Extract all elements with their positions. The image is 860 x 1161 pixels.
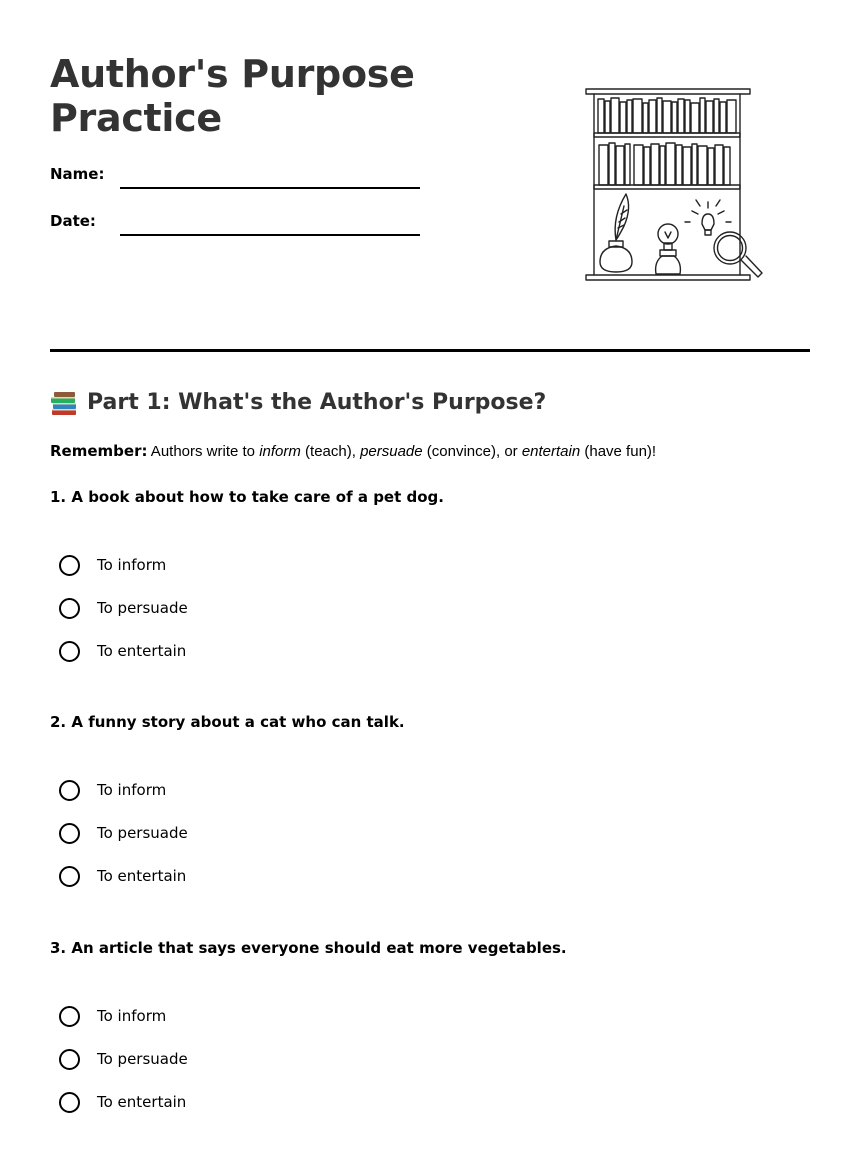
term-entertain: entertain	[521, 443, 581, 460]
remember-text-2: (teach),	[300, 443, 361, 460]
question-2-option-persuade[interactable]	[59, 820, 188, 846]
radio-button[interactable]	[59, 1006, 80, 1027]
option-label: To inform	[97, 1007, 167, 1025]
radio-button[interactable]	[59, 866, 80, 887]
question-3-option-entertain[interactable]	[59, 1089, 186, 1115]
name-label: Name:	[50, 165, 105, 183]
remember-text-4: (have fun)!	[580, 443, 657, 460]
page-title	[50, 52, 415, 140]
option-label: To inform	[97, 556, 167, 574]
question-1-prompt: 1. A book about how to take care of a pet dog.	[50, 488, 444, 506]
part-1-heading-text: Part 1: What's the Author's Purpose?	[87, 390, 547, 415]
option-label: To persuade	[97, 824, 188, 842]
remember-note	[50, 440, 656, 463]
bookshelf-illustration-icon	[580, 82, 770, 288]
question-2-prompt: 2. A funny story about a cat who can talk.	[50, 713, 405, 731]
title-line-2: Practice	[50, 96, 222, 140]
date-label: Date:	[50, 212, 96, 230]
radio-button[interactable]	[59, 598, 80, 619]
question-2-option-inform[interactable]	[59, 777, 166, 803]
question-2-option-entertain[interactable]	[59, 863, 186, 889]
question-3-prompt: 3. An article that says everyone should eat more vegetables.	[50, 939, 567, 957]
term-persuade: persuade	[360, 443, 423, 460]
radio-button[interactable]	[59, 823, 80, 844]
option-label: To inform	[97, 781, 167, 799]
title-line-1: Author's Purpose	[50, 52, 415, 96]
books-icon	[50, 390, 78, 416]
radio-button[interactable]	[59, 780, 80, 801]
option-label: To entertain	[97, 1093, 187, 1111]
radio-button[interactable]	[59, 641, 80, 662]
part-1-heading	[50, 387, 546, 419]
question-1-option-entertain[interactable]	[59, 638, 186, 664]
radio-button[interactable]	[59, 1092, 80, 1113]
radio-button[interactable]	[59, 555, 80, 576]
remember-text-1: Authors write to	[147, 443, 260, 460]
remember-text-3: (convince), or	[422, 443, 522, 460]
option-label: To entertain	[97, 867, 187, 885]
option-label: To persuade	[97, 1050, 188, 1068]
section-divider	[50, 349, 810, 352]
radio-button[interactable]	[59, 1049, 80, 1070]
question-3-option-inform[interactable]	[59, 1003, 166, 1029]
term-inform: inform	[259, 443, 301, 460]
question-1-option-inform[interactable]	[59, 552, 166, 578]
name-field[interactable]	[120, 187, 420, 189]
option-label: To entertain	[97, 642, 187, 660]
option-label: To persuade	[97, 599, 188, 617]
date-field[interactable]	[120, 234, 420, 236]
remember-label: Remember:	[50, 442, 148, 460]
question-1-option-persuade[interactable]	[59, 595, 188, 621]
question-3-option-persuade[interactable]	[59, 1046, 188, 1072]
